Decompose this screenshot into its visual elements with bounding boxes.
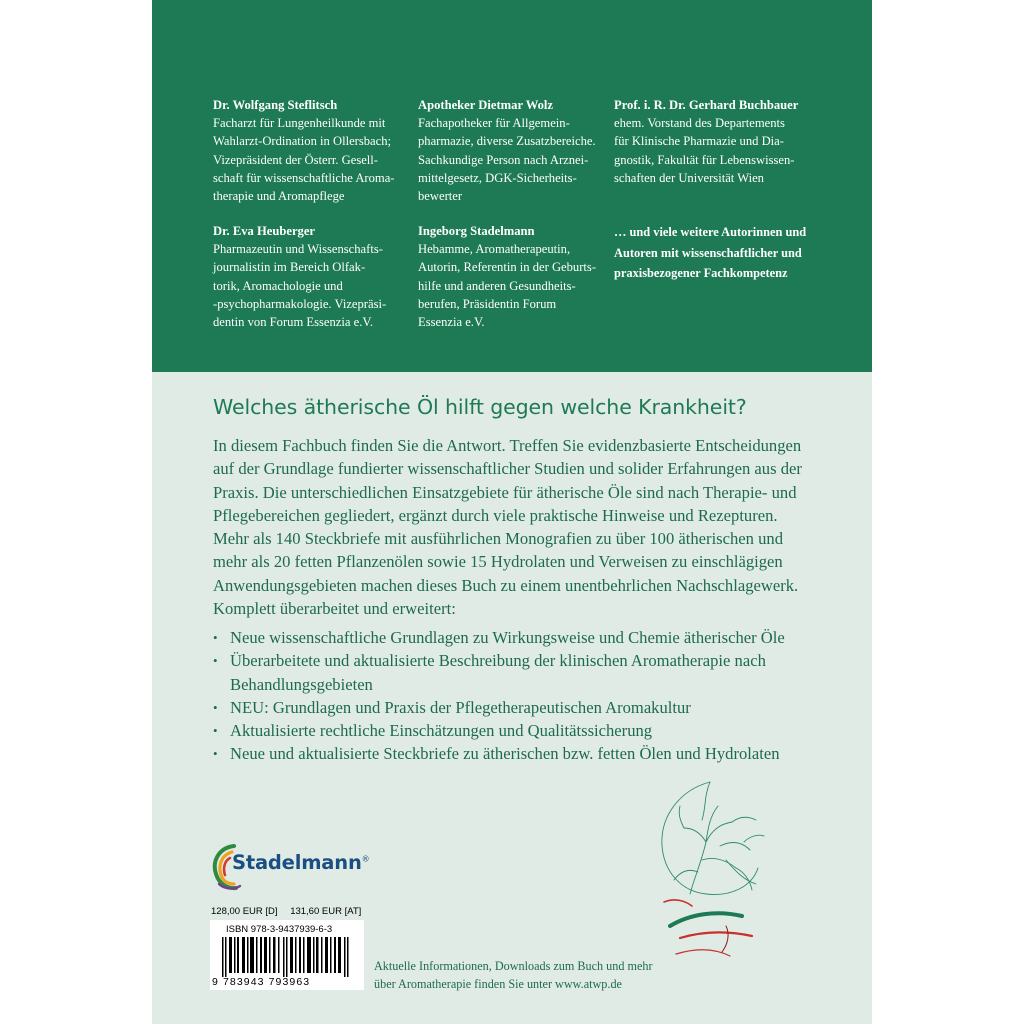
headline: Welches ätherische Öl hilft gegen welche Krankheit? <box>213 395 747 419</box>
feature-line: Überarbeitete und aktualisierte Beschreibung der klinischen Aromatherapie nach <box>230 651 766 671</box>
blurb-line: Pflegebereichen gegliedert, ergänzt durch viele praktische Hinweise und Rezepturen. <box>213 505 778 525</box>
author-entry <box>213 96 413 205</box>
author-desc-line: -psychopharmakologie. Vizepräsi- <box>213 296 387 311</box>
author-desc-line: pharmazie, diverse Zusatzbereiche. <box>418 134 596 149</box>
author-desc-line: Facharzt für Lungenheilkunde mit <box>213 116 386 131</box>
price-at: 131,60 EUR [AT] <box>290 906 362 917</box>
author-entry <box>213 222 413 331</box>
blurb-line: Mehr als 140 Steckbriefe mit ausführlichen Monografien zu über 100 ätherischen und <box>213 529 784 549</box>
author-name: Dr. Wolfgang Steflitsch <box>213 98 338 112</box>
author-desc-line: bewerter <box>418 189 463 204</box>
author-desc-line: gnostik, Fakultät für Lebenswissen- <box>614 152 795 167</box>
author-desc-line: therapie und Aromapflege <box>213 189 345 204</box>
feature-line: NEU: Grundlagen und Praxis der Pflegetherapeutischen Aromakultur <box>230 697 691 717</box>
blurb-line: auf der Grundlage fundierter wissenschaftlicher Studien und solider Erfahrungen aus der <box>213 459 802 479</box>
bullet-icon: • <box>213 630 218 645</box>
plant-ornament-icon <box>640 776 780 976</box>
barcode-bars <box>216 937 358 977</box>
footer-line: über Aromatherapie finden Sie unter www.atwp.de <box>374 976 622 991</box>
logo-wordmark <box>232 851 369 874</box>
author-desc-line: für Klinische Pharmazie und Dia- <box>614 134 784 149</box>
logo-wordmark-text: Stadelmann <box>232 851 362 874</box>
author-desc-line: Wahlarzt-Ordination in Ollersbach; <box>213 134 392 149</box>
more-authors-line: Autoren mit wissenschaftlicher und <box>614 245 802 260</box>
author-desc-line: Pharmazeutin und Wissenschafts- <box>213 242 383 257</box>
blurb-line: Praxis. Die unterschiedlichen Einsatzgebiete für ätherische Öle sind nach Therapie- und <box>213 482 797 502</box>
author-desc-line: berufen, Präsidentin Forum <box>418 296 557 311</box>
author-desc-line: mittelgesetz, DGK-Sicherheits- <box>418 170 577 185</box>
author-entry <box>418 96 618 205</box>
author-name: Apotheker Dietmar Wolz <box>418 98 554 112</box>
author-desc-line: Hebamme, Aromatherapeutin, <box>418 242 571 257</box>
author-name: Dr. Eva Heuberger <box>213 224 316 238</box>
blurb-line: Komplett überarbeitet und erweitert: <box>213 599 456 619</box>
author-desc-line: Fachapotheker für Allgemein- <box>418 116 570 131</box>
feature-list <box>213 626 823 766</box>
bullet-icon: • <box>213 699 218 715</box>
feature-item <box>213 742 823 765</box>
feature-line: Neue wissenschaftliche Grundlagen zu Wirkungsweise und Chemie ätherischer Öle <box>230 628 785 647</box>
bullet-icon: • <box>213 746 218 762</box>
author-desc-line: torik, Aromachologie und <box>213 278 343 293</box>
price-de: 128,00 EUR [D] <box>211 906 278 917</box>
author-entry <box>614 96 854 187</box>
isbn-number: ISBN 978-3-9437939-6-3 <box>226 924 333 935</box>
author-desc-line: ehem. Vorstand des Departements <box>614 116 785 131</box>
author-desc-line: Essenzia e.V. <box>418 315 485 330</box>
bullet-icon: • <box>213 723 218 739</box>
feature-item <box>213 696 823 719</box>
feature-line: Neue und aktualisierte Steckbriefe zu ätherischen bzw. fetten Ölen und Hydrolaten <box>230 744 780 764</box>
blurb-line: mehr als 20 fetten Pflanzenölen sowie 15 Hydrolaten und Verweisen zu einschlägigen <box>213 552 783 572</box>
author-desc-line: journalistin im Bereich Olfak- <box>213 260 366 275</box>
author-desc-line: dentin von Forum Essenzia e.V. <box>213 315 373 330</box>
more-authors-line: praxisbezogener Fachkompetenz <box>614 266 788 280</box>
author-desc-line: Vizepräsident der Österr. Gesell- <box>213 152 378 167</box>
author-desc-line: schaft für wissenschaftliche Aroma- <box>213 170 395 185</box>
footer-line: Aktuelle Informationen, Downloads zum Buch und mehr <box>374 959 653 973</box>
more-authors-note <box>614 222 854 284</box>
author-desc-line: Sachkundige Person nach Arznei- <box>418 152 589 167</box>
book-back-cover <box>152 0 872 1024</box>
author-name: Prof. i. R. Dr. Gerhard Buchbauer <box>614 98 799 112</box>
price-line <box>211 906 361 917</box>
author-desc-line: schaften der Universität Wien <box>614 170 764 185</box>
feature-item <box>213 719 823 742</box>
registered-mark: ® <box>361 854 370 864</box>
authors-panel <box>152 0 872 372</box>
bullet-icon: • <box>213 653 218 669</box>
feature-item <box>213 649 823 696</box>
feature-item <box>213 626 823 649</box>
barcode-digits: 9 783943 793963 <box>212 976 311 988</box>
author-desc-line: Autorin, Referentin in der Geburts- <box>418 260 597 275</box>
isbn-barcode <box>210 920 364 990</box>
feature-line: Behandlungsgebieten <box>230 674 373 694</box>
author-entry <box>418 222 618 331</box>
more-authors-line: … und viele weitere Autorinnen und <box>614 225 807 239</box>
blurb-line: In diesem Fachbuch finden Sie die Antwort. Treffen Sie evidenzbasierte Entscheidungen <box>213 436 802 455</box>
feature-line: Aktualisierte rechtliche Einschätzungen und Qualitätssicherung <box>230 721 653 741</box>
blurb-line: Anwendungsgebieten machen dieses Buch zu einem unentbehrlichen Nachschlagewerk. <box>213 575 799 595</box>
publisher-logo <box>210 840 380 896</box>
author-desc-line: hilfe und anderen Gesundheits- <box>418 278 576 293</box>
blurb-paragraph <box>213 434 813 620</box>
author-name: Ingeborg Stadelmann <box>418 224 535 238</box>
